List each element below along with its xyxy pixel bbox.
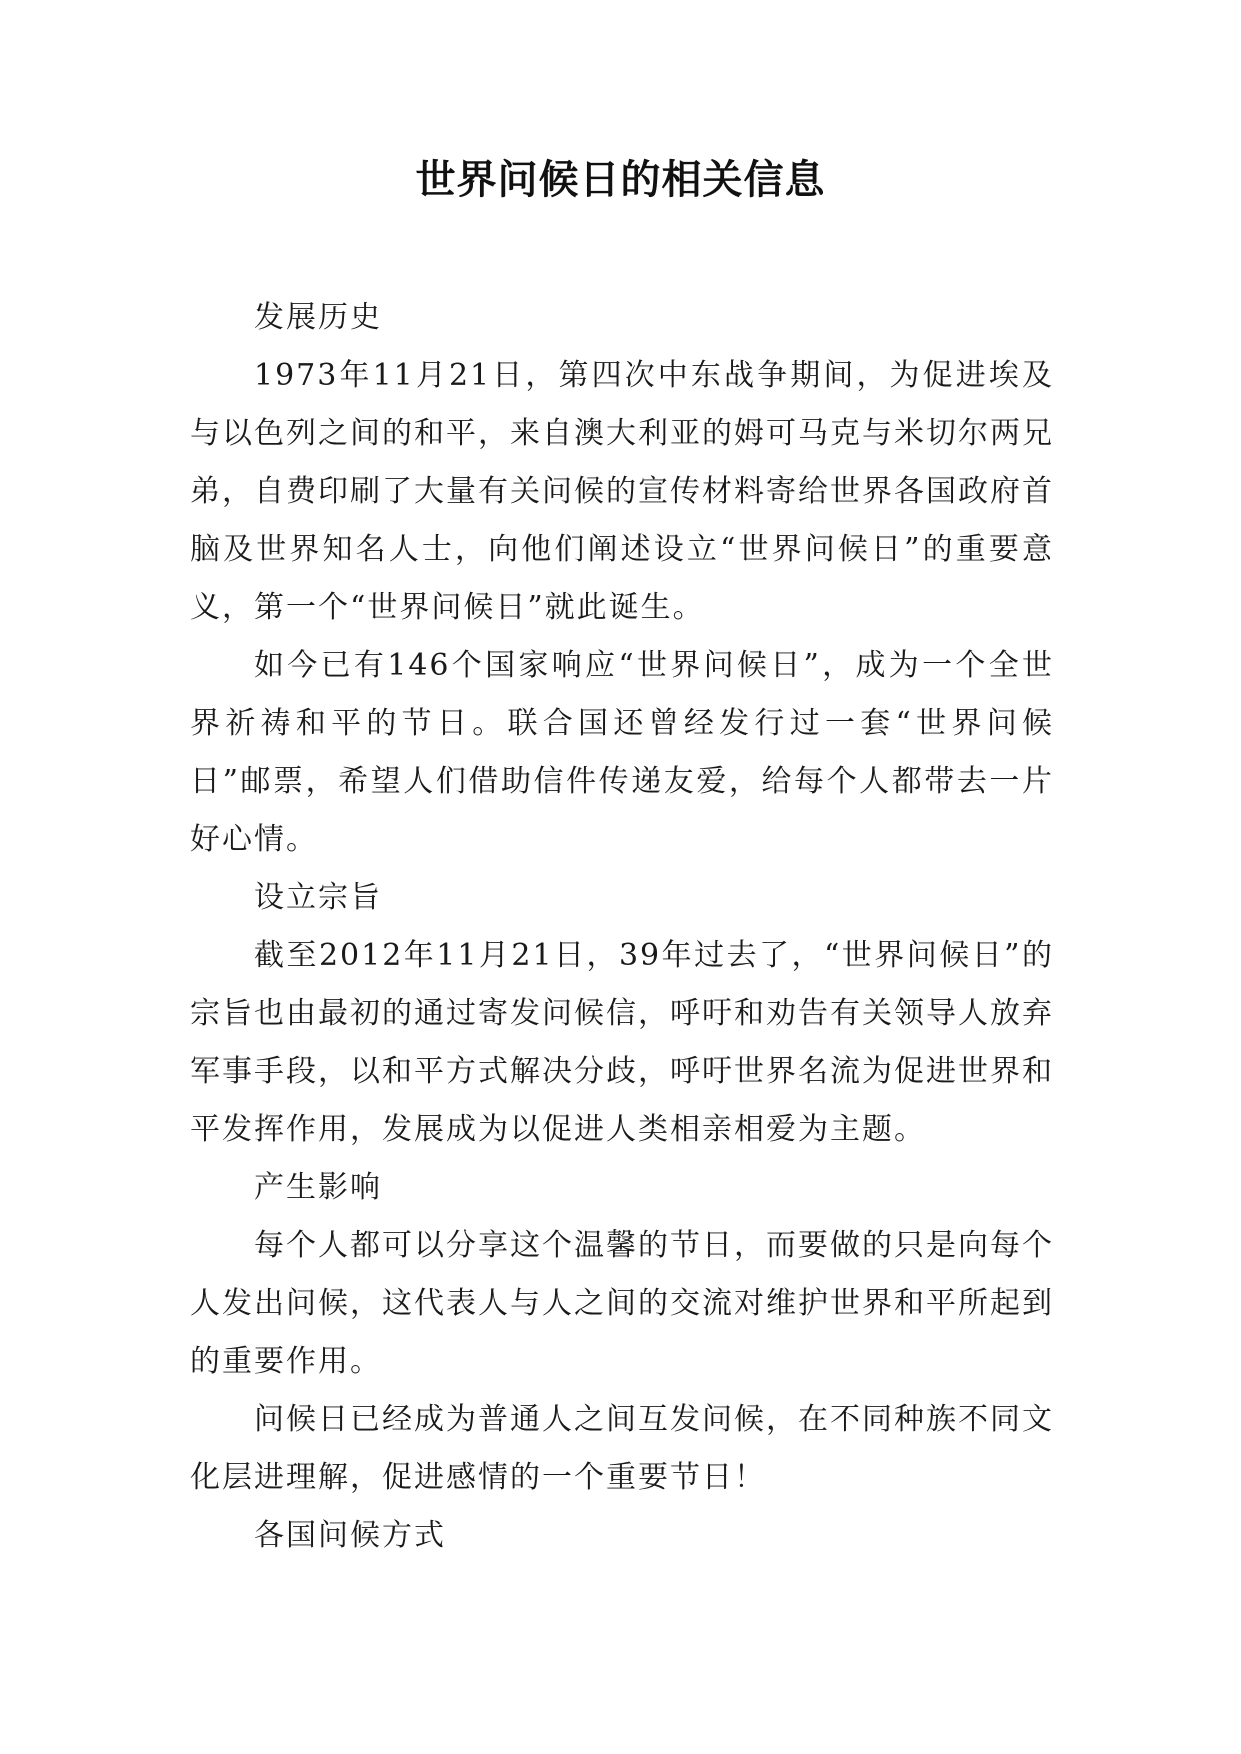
section-heading-impact: 产生影响	[254, 1170, 382, 1205]
paragraph-purpose: 截至2012年11月21日，39年过去了，“世界问候日”的宗旨也由最初的通过寄发问候信，呼吁和劝告有关领导人放弃军事手段，以和平方式解决分歧，呼吁世界名流为促进世界和平发挥作用，发展成为以促进人类相亲相爱为主题。	[190, 938, 1054, 1147]
section-heading-history: 发展历史	[254, 300, 382, 335]
section-heading-purpose: 设立宗旨	[254, 880, 382, 915]
paragraph-impact-1: 每个人都可以分享这个温馨的节日，而要做的只是向每个人发出问候，这代表人与人之间的交流对维护世界和平所起到的重要作用。	[190, 1228, 1054, 1379]
paragraph-history-origin: 1973年11月21日，第四次中东战争期间，为促进埃及与以色列之间的和平，来自澳大利亚的姆可马克与米切尔两兄弟，自费印刷了大量有关问候的宣传材料寄给世界各国政府首脑及世界知名人士，向他们阐述设立“世界问候日”的重要意义，第一个“世界问候日”就此诞生。	[190, 358, 1054, 625]
document-title: 世界问候日的相关信息	[415, 157, 826, 203]
section-heading-greeting-customs: 各国问候方式	[254, 1518, 446, 1553]
paragraph-impact-2: 问候日已经成为普通人之间互发问候，在不同种族不同文化层进理解，促进感情的一个重要节日！	[190, 1402, 1054, 1495]
paragraph-history-today: 如今已有146个国家响应“世界问候日”，成为一个全世界祈祷和平的节日。联合国还曾经发行过一套“世界问候日”邮票，希望人们借助信件传递友爱，给每个人都带去一片好心情。	[190, 648, 1054, 857]
document-body	[190, 289, 1054, 1565]
